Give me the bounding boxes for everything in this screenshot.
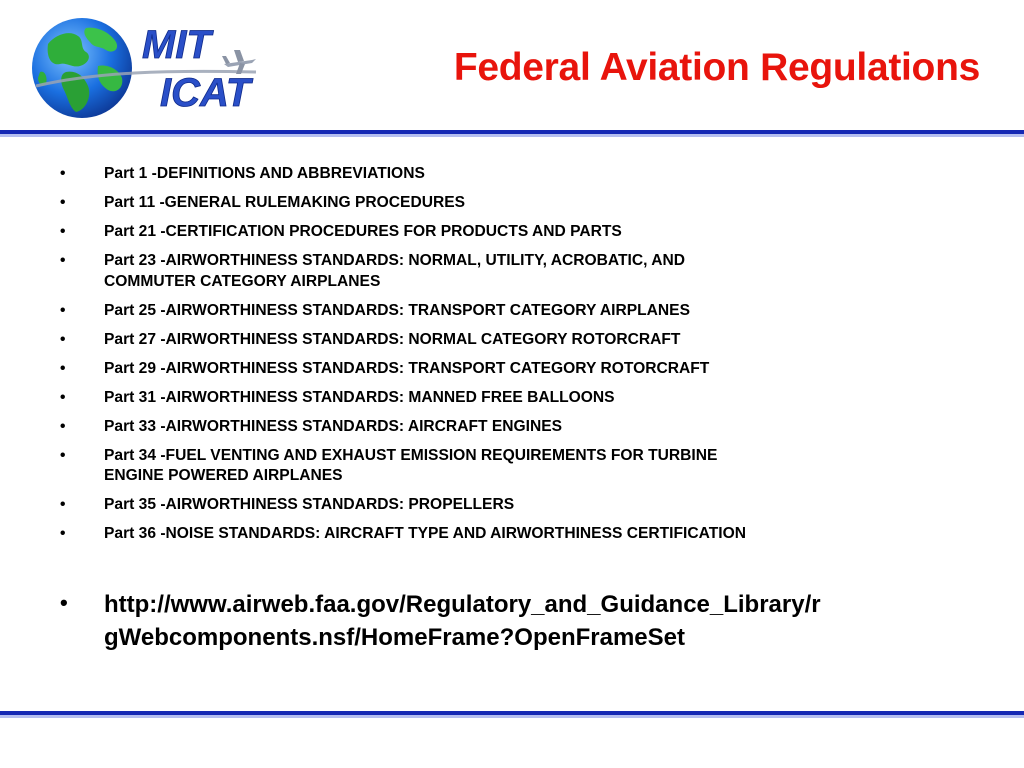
- bullet-icon: •: [60, 446, 66, 464]
- bullet-icon: •: [60, 165, 66, 182]
- list-item: [0, 164, 1024, 185]
- list-item-text: Part 23 -AIRWORTHINESS STANDARDS: NORMAL, UTILITY, ACROBATIC, AND: [104, 252, 686, 269]
- bullet-icon: •: [60, 301, 66, 319]
- bullet-icon: •: [60, 590, 68, 615]
- faa-link-line-2: gWebcomponents.nsf/HomeFrame?OpenFrameSet: [104, 624, 685, 651]
- bullet-icon: •: [60, 417, 66, 435]
- header-divider: [0, 130, 1024, 137]
- list-item-text: ENGINE POWERED AIRPLANES: [104, 467, 343, 484]
- list-item-text: Part 31 -AIRWORTHINESS STANDARDS: MANNED FREE BALLOONS: [104, 388, 615, 406]
- list-item-text: Part 11 -GENERAL RULEMAKING PROCEDURES: [104, 194, 466, 211]
- regulations-list: [0, 164, 1024, 553]
- list-item-text: Part 35 -AIRWORTHINESS STANDARDS: PROPELLERS: [104, 496, 515, 513]
- bullet-icon: •: [60, 330, 66, 348]
- footer-divider: [0, 711, 1024, 718]
- list-item: [0, 417, 1024, 438]
- list-item: [0, 251, 1024, 292]
- logo-icat-text: ICAT: [160, 71, 251, 115]
- list-item: [0, 388, 1024, 409]
- bullet-icon: •: [60, 496, 66, 513]
- list-item: [0, 495, 1024, 516]
- list-item-text: Part 1 -DEFINITIONS AND ABBREVIATIONS: [104, 165, 425, 182]
- list-item: [0, 446, 1024, 487]
- mit-icat-logo: [26, 14, 266, 120]
- list-item-text: Part 36 -NOISE STANDARDS: AIRCRAFT TYPE AND AIRWORTHINESS CERTIFICATION: [104, 525, 746, 542]
- list-item-text: Part 29 -AIRWORTHINESS STANDARDS: TRANSPORT CATEGORY ROTORCRAFT: [104, 359, 710, 377]
- list-item-text: COMMUTER CATEGORY AIRPLANES: [104, 272, 381, 290]
- list-item: [0, 301, 1024, 322]
- faa-link[interactable]: [104, 588, 821, 654]
- list-item-text: Part 33 -AIRWORTHINESS STANDARDS: AIRCRAFT ENGINES: [104, 417, 563, 435]
- page-title: Federal Aviation Regulations: [453, 46, 980, 89]
- bullet-icon: •: [60, 252, 66, 269]
- list-item-text: Part 27 -AIRWORTHINESS STANDARDS: NORMAL CATEGORY ROTORCRAFT: [104, 330, 681, 348]
- globe-icon: [32, 18, 132, 118]
- list-item-text: Part 34 -FUEL VENTING AND EXHAUST EMISSION REQUIREMENTS FOR TURBINE: [104, 446, 718, 464]
- list-item-text: Part 21 -CERTIFICATION PROCEDURES FOR PRODUCTS AND PARTS: [104, 223, 622, 240]
- bullet-icon: •: [60, 223, 66, 240]
- list-item: [0, 193, 1024, 214]
- list-item-text: Part 25 -AIRWORTHINESS STANDARDS: TRANSPORT CATEGORY AIRPLANES: [104, 301, 690, 319]
- bullet-icon: •: [60, 525, 66, 542]
- logo-mit-text: MIT: [142, 23, 211, 67]
- bullet-icon: •: [60, 388, 66, 406]
- faa-link-line-1: http://www.airweb.faa.gov/Regulatory_and_Guidance_Library/r: [104, 591, 821, 618]
- list-item: [0, 359, 1024, 380]
- bullet-icon: •: [60, 359, 66, 377]
- list-item: [0, 524, 1024, 545]
- list-item: [0, 330, 1024, 351]
- list-item: [0, 222, 1024, 243]
- bullet-icon: •: [60, 194, 66, 211]
